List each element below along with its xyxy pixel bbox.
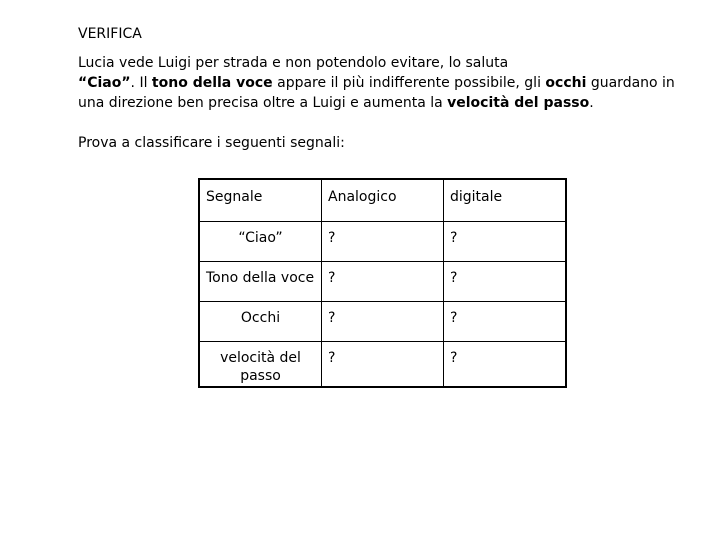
header-digitale: digitale: [444, 179, 567, 222]
table-header-row: [199, 179, 566, 222]
signal-cell: Occhi: [199, 302, 322, 342]
table-row: [199, 342, 566, 388]
digital-cell: ?: [444, 302, 567, 342]
header-analogico: Analogico: [322, 179, 444, 222]
table-row: [199, 262, 566, 302]
signals-table: [198, 178, 567, 388]
signal-cell: “Ciao”: [199, 222, 322, 262]
signals-table-container: [198, 178, 567, 388]
paragraph-line1: Lucia vede Luigi per strada e non potendolo evitare, lo saluta: [78, 55, 509, 71]
analog-cell: ?: [322, 222, 444, 262]
paragraph-sep1: . Il: [130, 75, 152, 91]
digital-cell: ?: [444, 222, 567, 262]
analog-cell: ?: [322, 262, 444, 302]
paragraph-mid2: guardano in una direzione ben precisa oltre a Luigi e aumenta la: [78, 75, 675, 111]
document-title: VERIFICA: [78, 26, 142, 42]
digital-cell: ?: [444, 342, 567, 388]
analog-cell: ?: [322, 302, 444, 342]
analog-cell: ?: [322, 342, 444, 388]
signal-cell: Tono della voce: [199, 262, 322, 302]
table-row: [199, 222, 566, 262]
digital-cell: ?: [444, 262, 567, 302]
keyword-tono-della-voce: tono della voce: [151, 75, 273, 91]
scenario-paragraph: [78, 53, 678, 113]
keyword-velocita-del-passo: velocità del passo: [447, 95, 590, 111]
paragraph-mid1: appare il più indifferente possibile, gli: [272, 75, 546, 91]
quote-ciao: “Ciao”: [78, 75, 131, 91]
signal-cell: velocità del passo: [199, 342, 322, 388]
keyword-occhi: occhi: [545, 75, 587, 91]
header-segnale: Segnale: [199, 179, 322, 222]
paragraph-end: .: [589, 95, 594, 111]
exercise-prompt: Prova a classificare i seguenti segnali:: [78, 135, 345, 151]
table-row: [199, 302, 566, 342]
document-body: [78, 24, 678, 153]
